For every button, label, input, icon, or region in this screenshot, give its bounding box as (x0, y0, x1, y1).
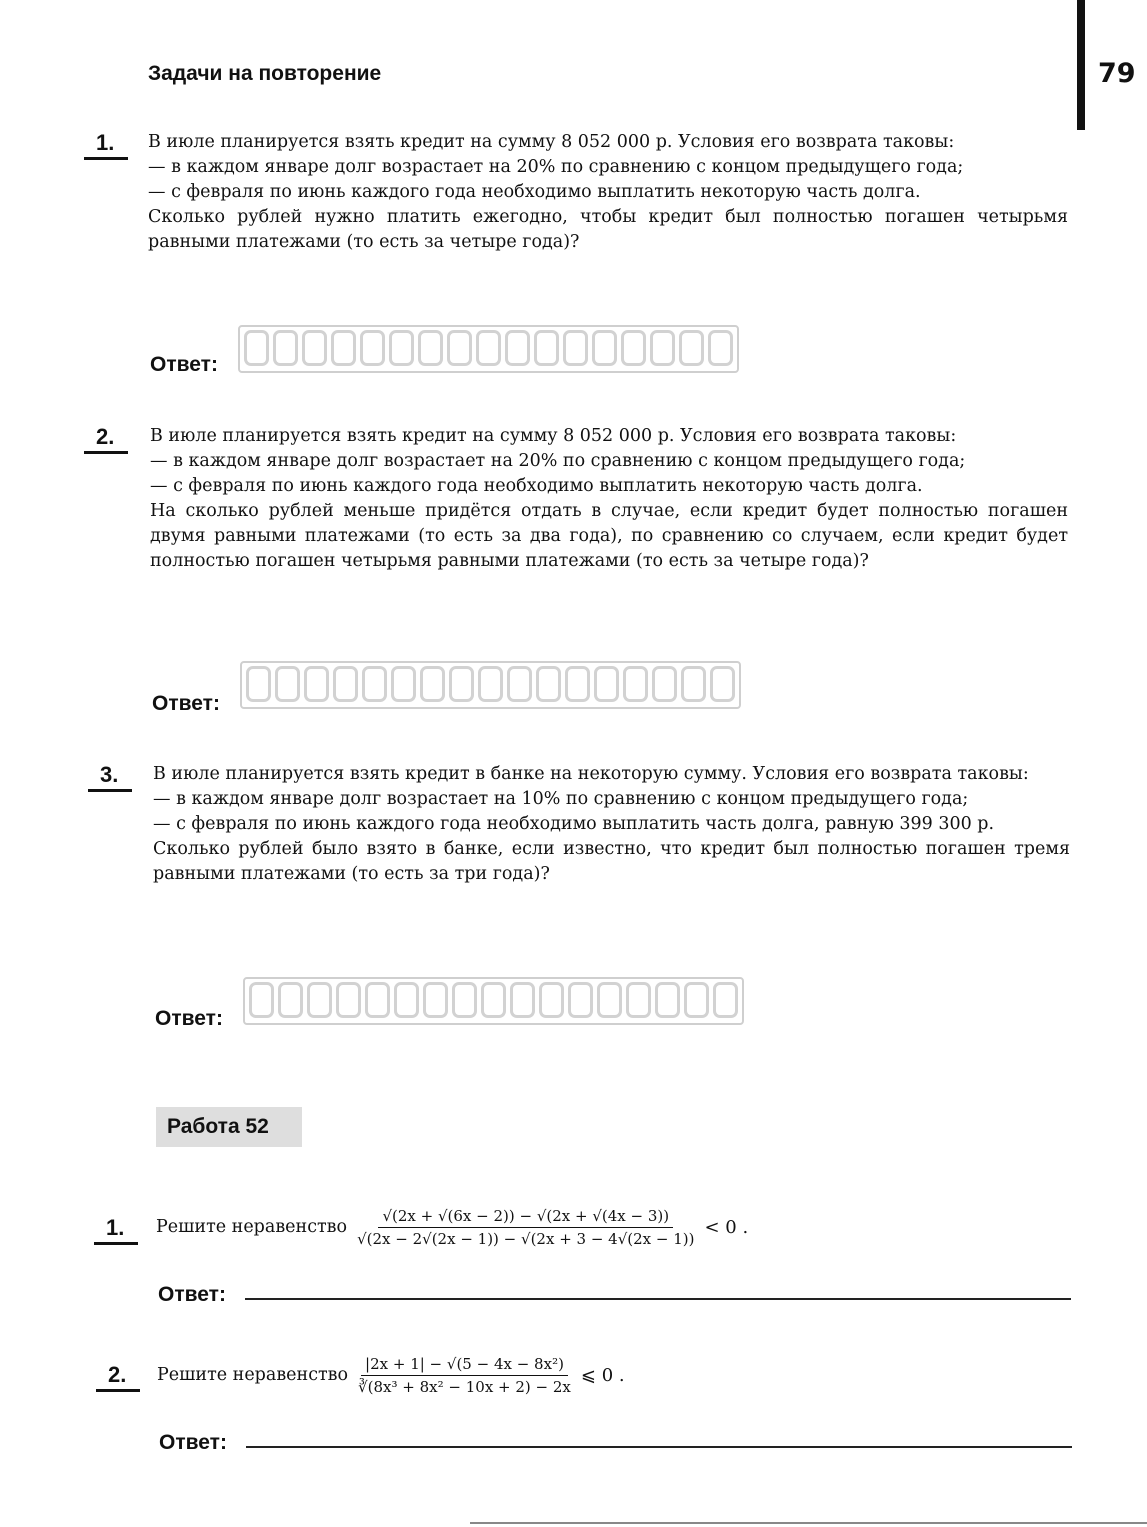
answer-cell[interactable] (394, 982, 419, 1018)
task-number-underline (84, 157, 128, 160)
work-item-number: 2. (108, 1362, 127, 1387)
answer-cell[interactable] (626, 982, 651, 1018)
answer-cell[interactable] (507, 666, 532, 702)
task-question: На сколько рублей меньше придётся отдать в случае, если кредит будет полностью погашен двумя равными платежами (то есть за два года), по сравнению со случаем, если кредит будет полностью погашен четырьмя равными платежами (то есть за четыре года)? (150, 501, 1068, 571)
task-intro: В июле планируется взять кредит на сумму 8 052 000 р. Условия его возврата таковы: (150, 426, 957, 446)
answer-cell[interactable] (452, 982, 477, 1018)
task-number: 1. (96, 130, 115, 155)
answer-cells[interactable] (238, 325, 739, 373)
fraction-numerator: |2x + 1| − √(5 − 4x − 8x²) (361, 1355, 568, 1376)
answer-cell[interactable] (650, 330, 675, 366)
answer-cell[interactable] (275, 666, 300, 702)
task-text (148, 130, 1068, 255)
answer-cell[interactable] (597, 982, 622, 1018)
answer-cell[interactable] (476, 330, 501, 366)
task-number-underline (96, 1389, 140, 1392)
task-condition: — в каждом январе долг возрастает на 20% по сравнению с концом предыдущего года; (150, 451, 966, 471)
work-item-statement (157, 1344, 625, 1406)
answer-cell[interactable] (478, 666, 503, 702)
answer-cell[interactable] (447, 330, 472, 366)
page-number: 79 (1098, 58, 1136, 89)
answer-cell[interactable] (246, 666, 271, 702)
answer-cell[interactable] (418, 330, 443, 366)
task-question: Сколько рублей было взято в банке, если известно, что кредит был полностью погашен тремя равными платежами (то есть за три года)? (153, 839, 1070, 884)
answer-cell[interactable] (273, 330, 298, 366)
task-condition: — с февраля по июнь каждого года необходимо выплатить некоторую часть долга. (150, 476, 923, 496)
answer-cell[interactable] (563, 330, 588, 366)
answer-cells[interactable] (243, 977, 744, 1025)
fraction-denominator: ∛(8x³ + 8x² − 10x + 2) − 2x (358, 1377, 571, 1396)
fraction-denominator: √(2x − 2√(2x − 1)) − √(2x + 3 − 4√(2x − 1)) (357, 1229, 695, 1248)
task-question: Сколько рублей нужно платить ежегодно, чтобы кредит был полностью погашен четырьмя равными платежами (то есть за четыре года)? (148, 207, 1068, 252)
answer-cell[interactable] (481, 982, 506, 1018)
answer-cell[interactable] (302, 330, 327, 366)
answer-cell[interactable] (568, 982, 593, 1018)
task-intro: В июле планируется взять кредит в банке на некоторую сумму. Условия его возврата таковы: (153, 764, 1029, 784)
answer-label: Ответ: (152, 692, 220, 715)
answer-cell[interactable] (336, 982, 361, 1018)
task-condition: — с февраля по июнь каждого года необходимо выплатить часть долга, равную 399 300 р. (153, 814, 995, 834)
answer-cell[interactable] (565, 666, 590, 702)
answer-label: Ответ: (159, 1431, 227, 1454)
task-number-underline (84, 451, 128, 454)
fraction-numerator: √(2x + √(6x − 2)) − √(2x + √(4x − 3)) (378, 1207, 673, 1228)
answer-cell[interactable] (333, 666, 358, 702)
answer-cell[interactable] (534, 330, 559, 366)
answer-cell[interactable] (652, 666, 677, 702)
answer-cell[interactable] (510, 982, 535, 1018)
answer-cell[interactable] (536, 666, 561, 702)
inequality-relation: ⩽ 0 . (580, 1364, 625, 1386)
work-item-statement (156, 1196, 748, 1258)
answer-cell[interactable] (681, 666, 706, 702)
answer-cell[interactable] (420, 666, 445, 702)
answer-label: Ответ: (150, 353, 218, 376)
task-number-underline (94, 1242, 138, 1245)
answer-cell[interactable] (684, 982, 709, 1018)
answer-cell[interactable] (449, 666, 474, 702)
answer-cell[interactable] (423, 982, 448, 1018)
work-item-text: Решите неравенство (156, 1217, 348, 1237)
answer-cell[interactable] (592, 330, 617, 366)
answer-cells[interactable] (240, 661, 741, 709)
answer-line[interactable] (246, 1446, 1072, 1448)
task-text (153, 762, 1070, 887)
task-text (150, 424, 1068, 574)
work-title: Работа 52 (156, 1107, 302, 1147)
answer-cell[interactable] (594, 666, 619, 702)
answer-cell[interactable] (249, 982, 274, 1018)
answer-cell[interactable] (505, 330, 530, 366)
section-title: Задачи на повторение (148, 62, 382, 85)
inequality-fraction (354, 1355, 575, 1396)
answer-cell[interactable] (710, 666, 735, 702)
answer-cell[interactable] (307, 982, 332, 1018)
answer-cell[interactable] (304, 666, 329, 702)
page-edge-bar (1077, 0, 1085, 130)
work-item-text: Решите неравенство (157, 1365, 349, 1385)
answer-label: Ответ: (158, 1283, 226, 1306)
task-number: 3. (100, 762, 119, 787)
work-item-number: 1. (106, 1215, 125, 1240)
answer-cell[interactable] (331, 330, 356, 366)
answer-cell[interactable] (244, 330, 269, 366)
answer-cell[interactable] (539, 982, 564, 1018)
task-condition: — в каждом январе долг возрастает на 20% по сравнению с концом предыдущего года; (148, 157, 964, 177)
answer-cell[interactable] (708, 330, 733, 366)
answer-cell[interactable] (391, 666, 416, 702)
task-condition: — с февраля по июнь каждого года необходимо выплатить некоторую часть долга. (148, 182, 921, 202)
answer-cell[interactable] (623, 666, 648, 702)
answer-cell[interactable] (389, 330, 414, 366)
answer-cell[interactable] (655, 982, 680, 1018)
task-intro: В июле планируется взять кредит на сумму 8 052 000 р. Условия его возврата таковы: (148, 132, 955, 152)
answer-cell[interactable] (621, 330, 646, 366)
answer-cell[interactable] (278, 982, 303, 1018)
answer-cell[interactable] (365, 982, 390, 1018)
answer-cell[interactable] (360, 330, 385, 366)
task-condition: — в каждом январе долг возрастает на 10% по сравнению с концом предыдущего года; (153, 789, 969, 809)
answer-line[interactable] (245, 1298, 1071, 1300)
inequality-relation: < 0 . (704, 1216, 749, 1238)
answer-cell[interactable] (679, 330, 704, 366)
answer-cell[interactable] (713, 982, 738, 1018)
inequality-fraction (353, 1207, 698, 1248)
task-number-underline (88, 789, 132, 792)
page-bottom-rule (470, 1522, 1147, 1524)
task-number: 2. (96, 424, 115, 449)
answer-cell[interactable] (362, 666, 387, 702)
answer-label: Ответ: (155, 1007, 223, 1030)
